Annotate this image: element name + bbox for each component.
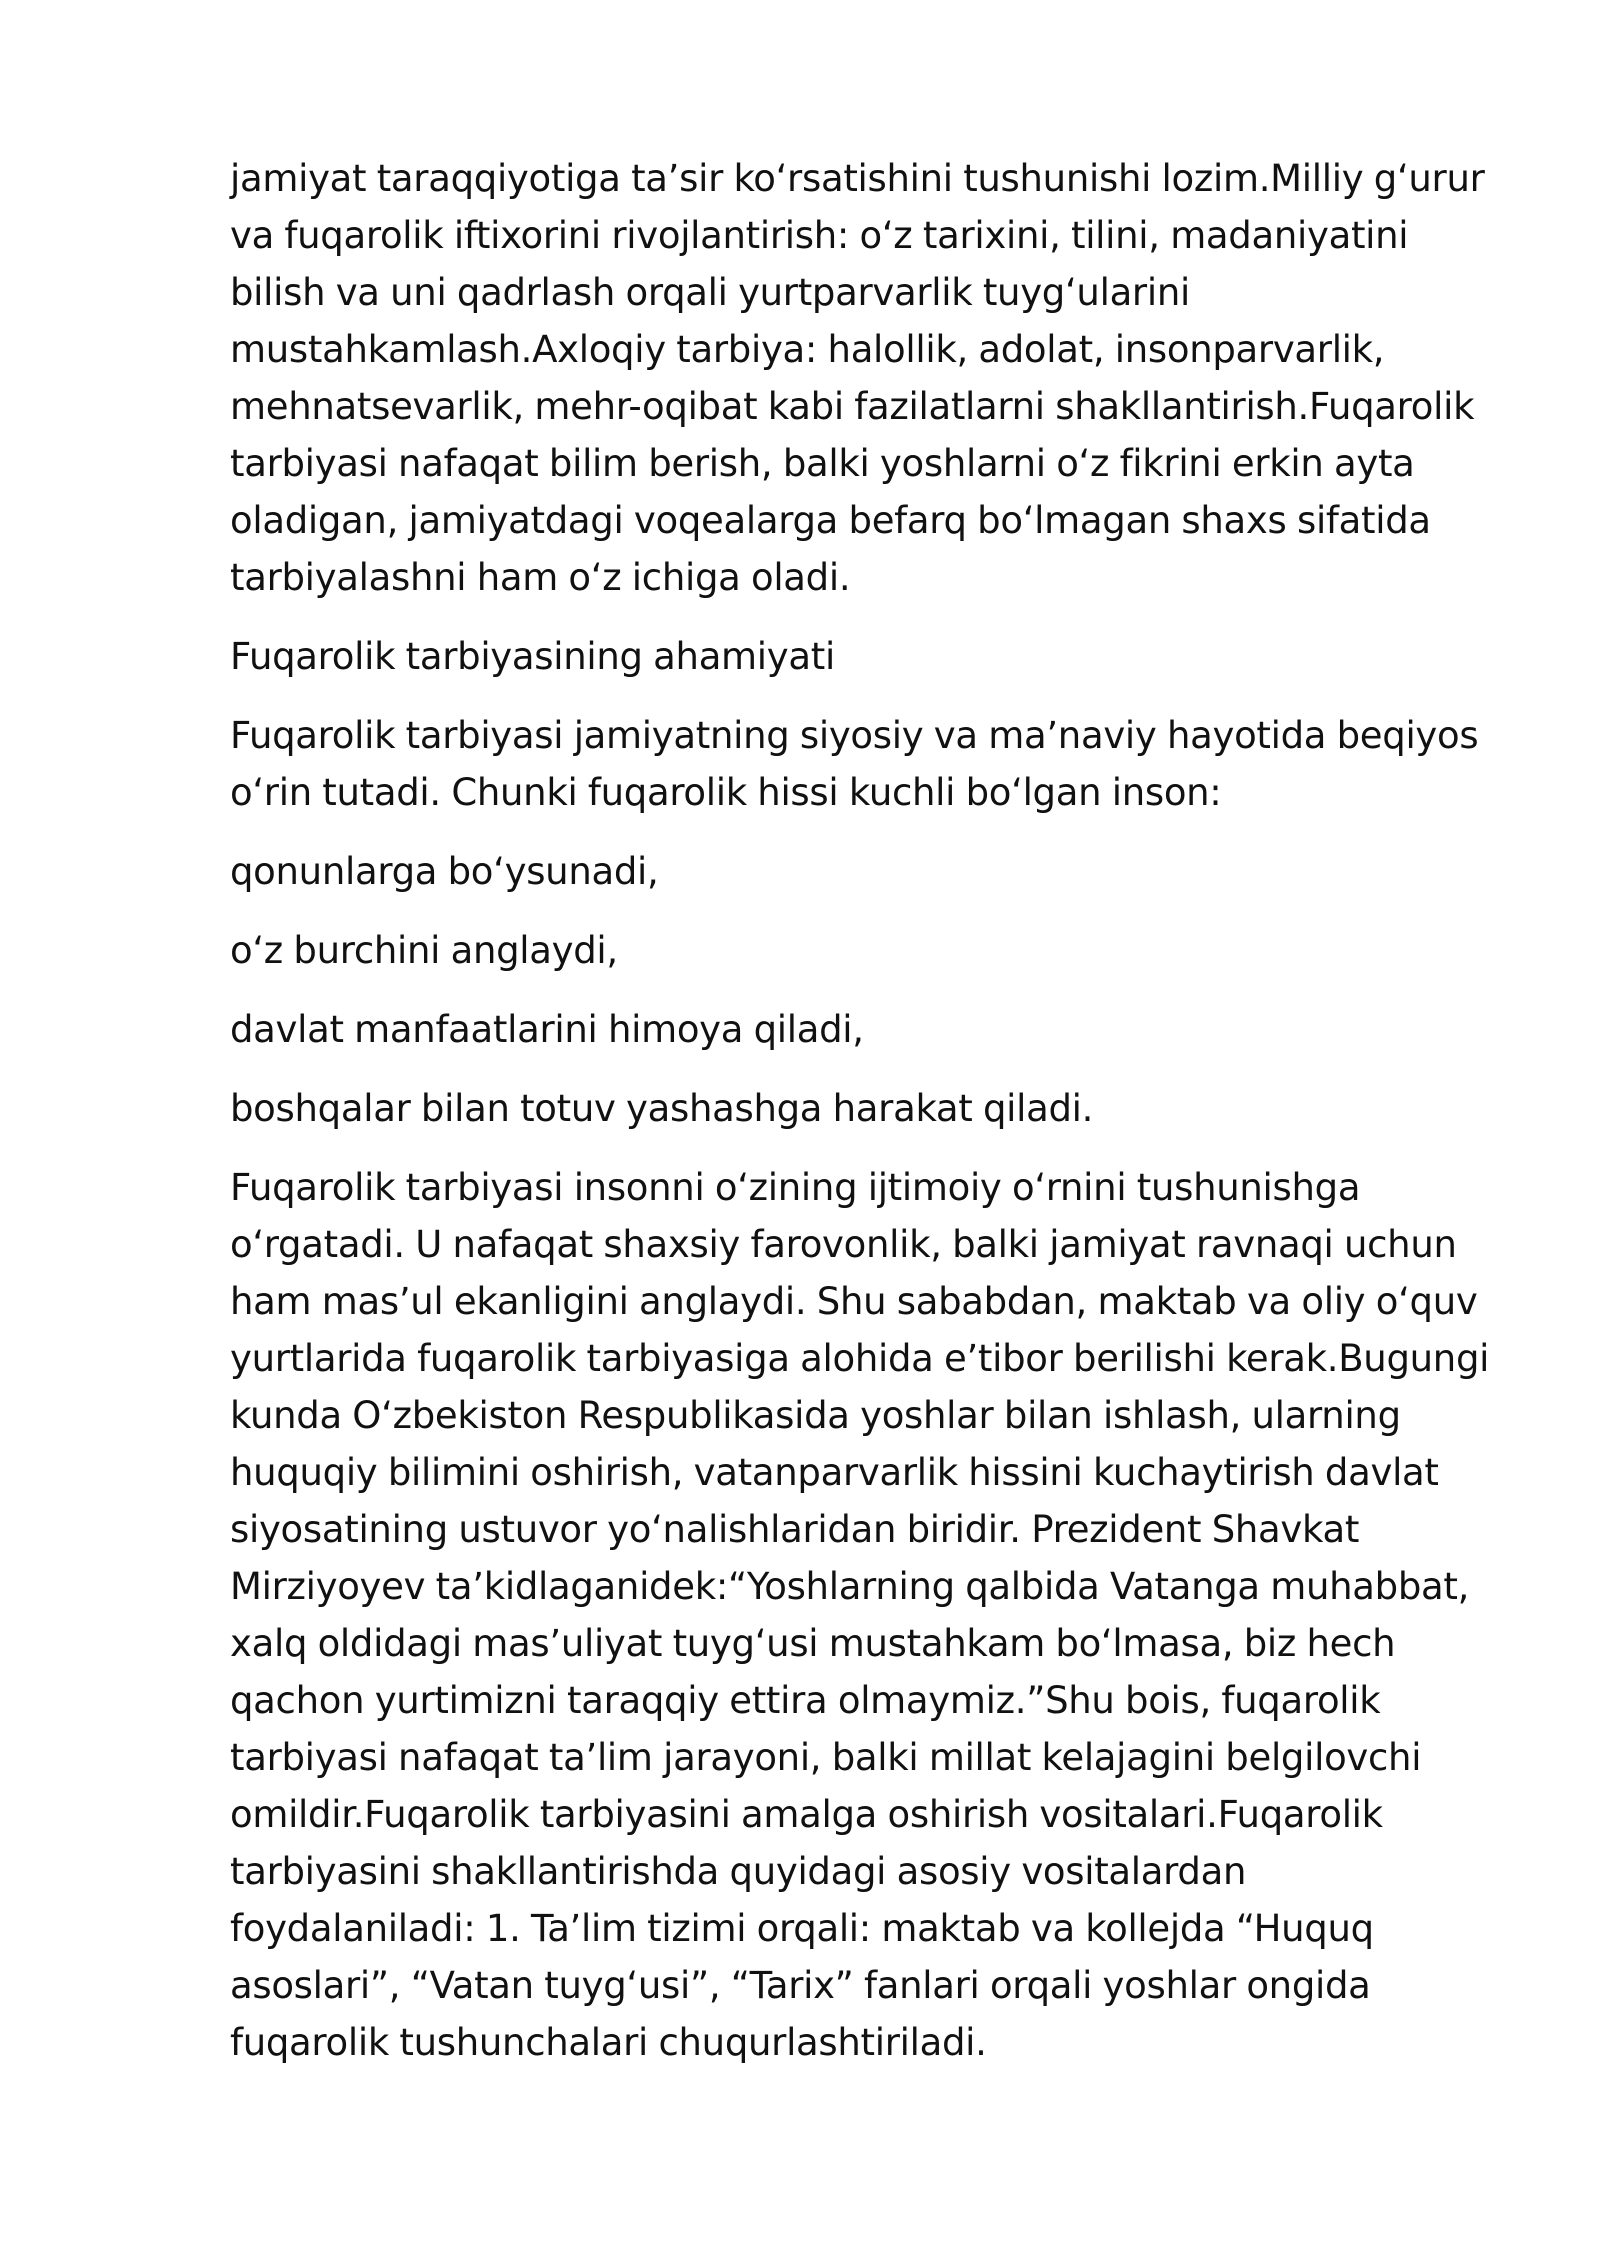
paragraph-social-role: Fuqarolik tarbiyasi insonni o‘zining ijtimoiy o‘rnini tushunishga o‘rgatadi. U nafaqat shaxsiy farovonlik, balki jamiyat ravnaqi uchun ham mas’ul ekanligini anglaydi. Shu sababdan, maktab va oliy o‘quv yurtlarida fuqarolik tarbiyasiga alohida e’tibor berilishi kerak.Bugungi kunda O‘zbekiston Respublikasida yoshlar bilan ishlash, ularning huquqiy bilimini oshirish, vatanparvarlik hissini kuchaytirish davlat siyosatining ustuvor yo‘nalishlaridan biridir. Prezident Shavkat Mirziyoyev ta’kidlaganidek:“Yoshlarning qalbida Vatanga muhabbat, xalq oldidagi mas’uliyat tuyg‘usi mustahkam bo‘lmasa, biz hech qachon yurtimizni taraqqiy ettira olmaymiz.”Shu bois, fuqarolik tarbiyasi nafaqat ta’lim jarayoni, balki millat kelajagini belgilovchi omildir.Fuqarolik tarbiyasini amalga oshirish vositalari.Fuqarolik tarbiyasini shakllantirishda quyidagi asosiy vositalardan foydalaniladi: 1. Ta’lim tizimi orqali: maktab va kollejda “Huquq asoslari”, “Vatan tuyg‘usi”, “Tarix” fanlari orqali yoshlar ongida fuqarolik tushunchalari chuqurlashtiriladi. — [230, 1166, 1490, 2064]
list-item-understands-duty: o‘z burchini anglaydi, — [230, 929, 618, 972]
list-item-protects-state: davlat manfaatlarini himoya qiladi, — [230, 1008, 864, 1051]
list-item-lives-in-harmony: boshqalar bilan totuv yashashga harakat qiladi. — [230, 1087, 1094, 1130]
section-heading-importance: Fuqarolik tarbiyasining ahamiyati — [230, 635, 835, 678]
list-item-obeys-laws: qonunlarga bo‘ysunadi, — [230, 850, 659, 893]
paragraph-civic-education-goals: jamiyat taraqqiyotiga ta’sir ko‘rsatishini tushunishi lozim.Milliy g‘urur va fuqarolik iftixorini rivojlantirish: o‘z tarixini, tilini, madaniyatini bilish va uni qadrlash orqali yurtparvarlik tuyg‘ularini mustahkamlash.Axloqiy tarbiya: halollik, adolat, insonparvarlik, mehnatsevarlik, mehr-oqibat kabi fazilatlarni shakllantirish.Fuqarolik tarbiyasi nafaqat bilim berish, balki yoshlarni o‘z fikrini erkin ayta oladigan, jamiyatdagi voqealarga befarq bo‘lmagan shaxs sifatida tarbiyalashni ham o‘z ichiga oladi. — [230, 157, 1485, 599]
document-page — [230, 150, 1500, 2093]
paragraph-importance-intro: Fuqarolik tarbiyasi jamiyatning siyosiy va ma’naviy hayotida beqiyos o‘rin tutadi. Chunki fuqarolik hissi kuchli bo‘lgan inson: — [230, 714, 1479, 814]
